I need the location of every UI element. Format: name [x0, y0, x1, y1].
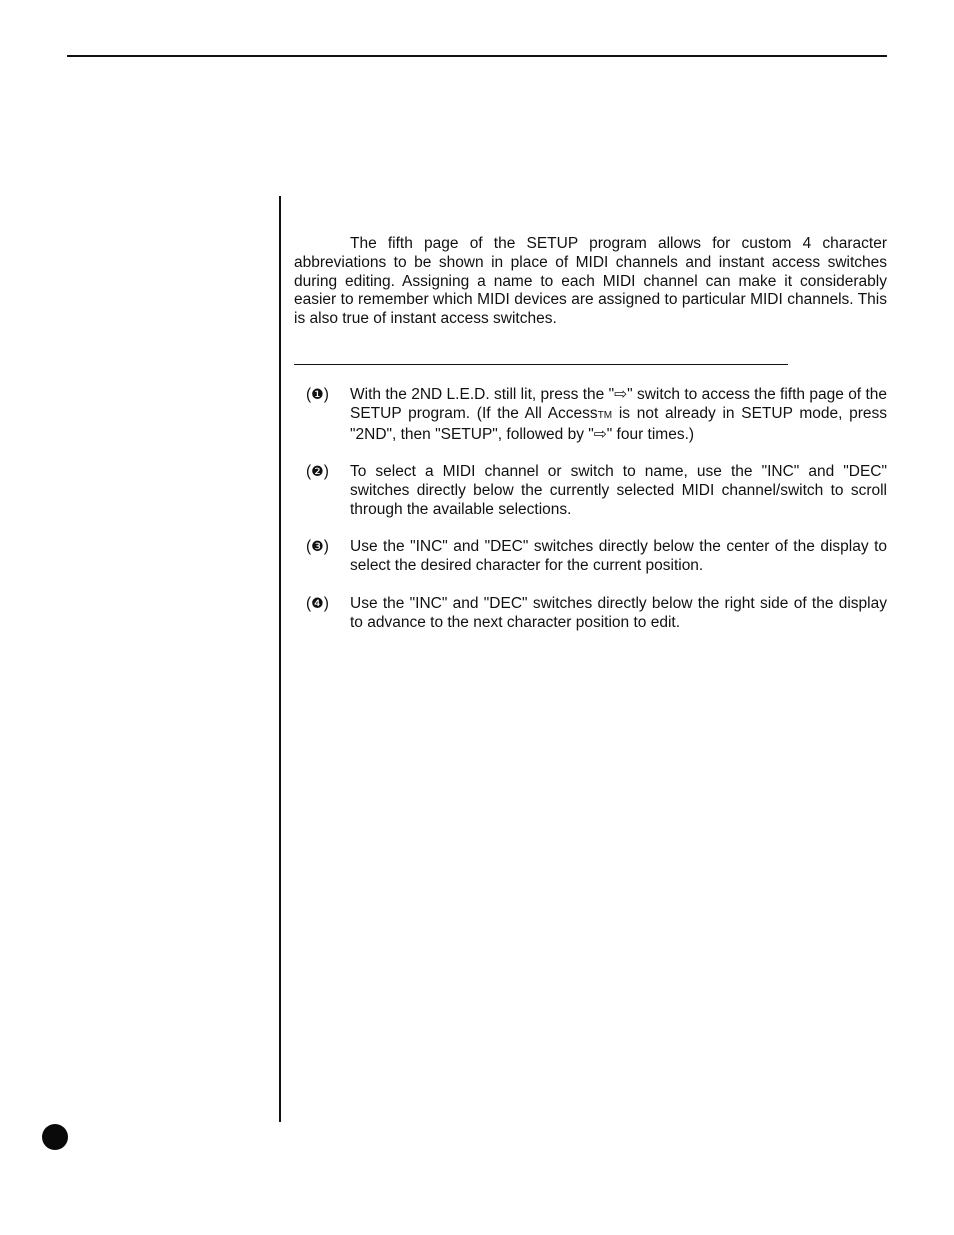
step-marker: (❷) [306, 463, 329, 481]
step-item [306, 386, 887, 444]
step-marker: (❹) [306, 594, 329, 612]
page-marker-dot [42, 1124, 68, 1150]
margin-rule [279, 196, 281, 1122]
steps-list [306, 386, 887, 651]
step-marker: (❸) [306, 538, 329, 556]
step-text: Use the "INC" and "DEC" switches directly below the center of the display to select the desired character for the current position. [350, 538, 887, 575]
header-rule [67, 55, 887, 57]
step-item [306, 463, 887, 519]
step-number-icon: ❹ [311, 595, 324, 612]
step-text-continued: is not already in SETUP mode, press "2ND", then "SETUP", followed by "⇨" four times.) [350, 404, 888, 443]
section-rule [294, 364, 788, 365]
step-item [306, 595, 887, 633]
step-text: Use the "INC" and "DEC" switches directly below the right side of the display to advance to the next character position to edit. [350, 594, 887, 631]
step-number-icon: ❸ [311, 539, 324, 556]
step-text: With the 2ND L.E.D. still lit, press the "⇨" switch to access the fifth page of the SETUP program. (If the All Access [350, 386, 887, 422]
step-item [306, 538, 887, 576]
step-number-icon: ❶ [311, 387, 324, 403]
step-text: To select a MIDI channel or switch to name, use the "INC" and "DEC" switches directly below the currently selected MIDI channel/switch to scroll through the available selections. [350, 463, 887, 518]
trademark-mark: TM [597, 409, 613, 421]
step-marker: (❶) [306, 386, 329, 403]
step-number-icon: ❷ [311, 464, 324, 481]
intro-paragraph: The fifth page of the SETUP program allows for custom 4 character abbreviations to be shown in place of MIDI channels and instant access switches during editing. Assigning a name to each MIDI channel can make it considerably easier to remember which MIDI devices are assigned to particular MIDI channels. This is also true of instant access switches. [294, 235, 887, 328]
